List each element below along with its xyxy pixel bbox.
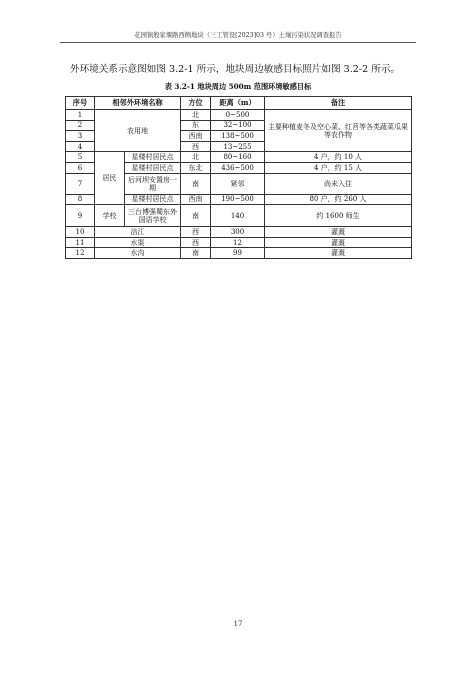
distance-cell: 190~500	[211, 194, 265, 205]
row-number: 7	[66, 173, 95, 194]
row-number: 5	[66, 152, 95, 163]
name-cell: 三台博强蜀东外国语学校	[125, 205, 181, 227]
direction-cell: 西	[181, 227, 211, 238]
row-number: 9	[66, 205, 95, 227]
group-cell: 涪江	[95, 227, 181, 238]
group-cell: 学校	[95, 205, 125, 227]
row-number: 1	[66, 110, 95, 121]
name-cell: 星楼村居民点	[125, 194, 181, 205]
note-cell: 灌溉	[265, 248, 412, 259]
column-header: 备注	[265, 97, 412, 110]
column-header: 距离（m）	[211, 97, 265, 110]
direction-cell: 西	[181, 141, 211, 152]
direction-cell: 南	[181, 248, 211, 259]
group-cell: 农用地	[95, 110, 181, 152]
direction-cell: 北	[181, 152, 211, 163]
note-cell: 4 户，约 10 人	[265, 152, 412, 163]
distance-cell: 99	[211, 248, 265, 259]
table-row	[66, 110, 412, 121]
distance-cell: 0~500	[211, 110, 265, 121]
distance-cell: 140	[211, 205, 265, 227]
row-number: 3	[66, 131, 95, 142]
name-cell: 星楼村居民点	[125, 162, 181, 173]
group-cell: 水沟	[95, 248, 181, 259]
note-cell: 灌溉	[265, 227, 412, 238]
column-header: 方位	[181, 97, 211, 110]
direction-cell: 西南	[181, 194, 211, 205]
page-number: 17	[233, 620, 243, 628]
note-cell: 尚未入住	[265, 173, 412, 194]
note-cell: 80 户，约 260 人	[265, 194, 412, 205]
table-row	[66, 152, 412, 163]
distance-cell: 13~255	[211, 141, 265, 152]
table-row	[66, 237, 412, 248]
direction-cell: 西南	[181, 131, 211, 142]
row-number: 4	[66, 141, 95, 152]
table-header-row	[66, 97, 412, 110]
distance-cell: 12	[211, 237, 265, 248]
intro-paragraph: 外环境关系示意图如图 3.2-1 所示，地块周边敏感目标照片如图 3.2-2 所示。	[70, 64, 401, 75]
row-number: 6	[66, 162, 95, 173]
note-cell: 约 1600 师生	[265, 205, 412, 227]
name-cell: 后河坝安置房一期	[125, 173, 181, 194]
direction-cell: 南	[181, 205, 211, 227]
row-number: 2	[66, 120, 95, 131]
distance-cell: 138~500	[211, 131, 265, 142]
name-cell: 星楼村居民点	[125, 152, 181, 163]
distance-cell: 436~500	[211, 162, 265, 173]
row-number: 8	[66, 194, 95, 205]
distance-cell: 80~160	[211, 152, 265, 163]
table-row	[66, 205, 412, 227]
note-cell: 4 户，约 15 人	[265, 162, 412, 173]
header-divider	[60, 42, 416, 43]
sensitive-targets-table	[65, 96, 412, 259]
group-cell: 水渠	[95, 237, 181, 248]
distance-cell: 32~100	[211, 120, 265, 131]
note-cell: 灌溉	[265, 237, 412, 248]
direction-cell: 东北	[181, 162, 211, 173]
direction-cell: 南	[181, 173, 211, 194]
row-number: 10	[66, 227, 95, 238]
page-header: 花园镇殷家堰路西侧地块（三工管设[2023]03 号）土壤污染状况调查报告	[134, 32, 342, 39]
row-number: 11	[66, 237, 95, 248]
note-cell: 主要种植麦冬及空心菜、红苕等各类蔬菜瓜果等农作物	[265, 110, 412, 152]
row-number: 12	[66, 248, 95, 259]
table-row	[66, 227, 412, 238]
direction-cell: 北	[181, 110, 211, 121]
column-header: 相邻外环境名称	[95, 97, 181, 110]
direction-cell: 东	[181, 120, 211, 131]
group-cell: 居民	[95, 152, 125, 205]
column-header: 序号	[66, 97, 95, 110]
direction-cell: 西	[181, 237, 211, 248]
table-row	[66, 248, 412, 259]
table-caption: 表 3.2-1 地块周边 500m 范围环境敏感目标	[164, 82, 312, 91]
distance-cell: 紧邻	[211, 173, 265, 194]
distance-cell: 300	[211, 227, 265, 238]
